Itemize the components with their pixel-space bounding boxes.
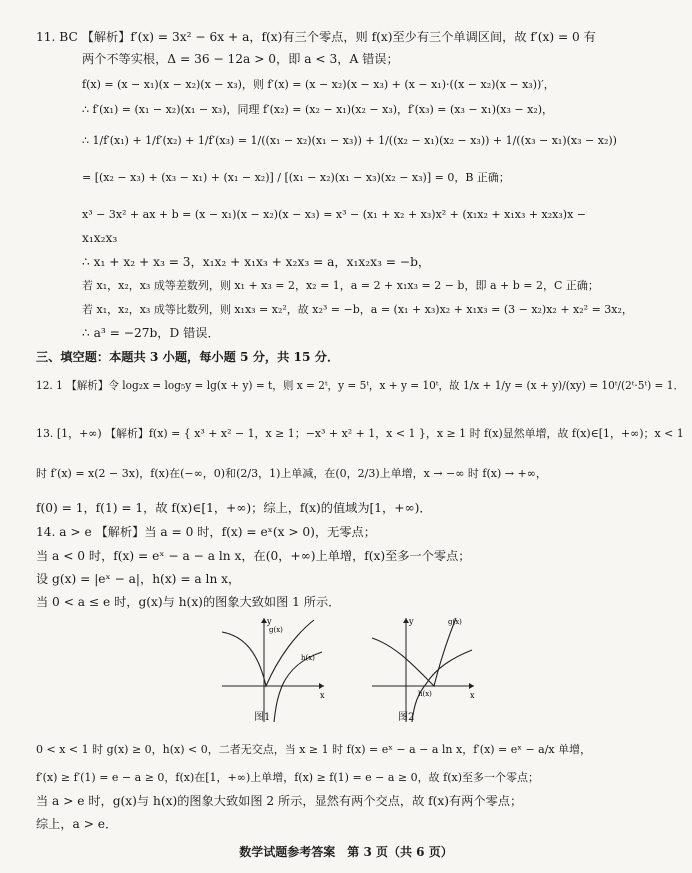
figure-2 xyxy=(368,612,478,724)
q11-line-10: 若 x₁，x₂，x₃ 成等差数列，则 x₁ + x₃ = 2，x₂ = 1，a = 2 + x₁x₃ = 2 − b，即 a + b = 2，C 正确； xyxy=(82,279,599,292)
q11-line-3: f(x) = (x − x₁)(x − x₂)(x − x₃)，则 f′(x) = (x − x₂)(x − x₃) + (x − x₁)·((x − x₂)(x − x₃))′， xyxy=(82,78,555,91)
q14-line-2: 当 a < 0 时，f(x) = eˣ − a − a ln x，在(0，+∞)上单增，f(x)至多一个零点； xyxy=(36,549,471,563)
figure-1 xyxy=(218,612,328,724)
q11-line-5: ∴ 1/f′(x₁) + 1/f′(x₂) + 1/f′(x₃) = 1/((x₁ − x₂)(x₁ − x₃)) + 1/((x₂ − x₁)(x₂ − x₃)) + 1/((x₃ − x₁)(x₃ − x₂)) xyxy=(82,134,617,147)
fig1-g-curve xyxy=(222,620,314,686)
figure-1-graph xyxy=(218,612,328,724)
fig2-g-curve xyxy=(372,618,456,686)
q11-line-6: = [(x₂ − x₃) + (x₃ − x₁) + (x₁ − x₂)] / [(x₁ − x₂)(x₁ − x₃)(x₂ − x₃)] = 0，B 正确； xyxy=(82,171,510,184)
fig1-y-label: y xyxy=(267,617,272,626)
q14-line-8: 综上，a > e． xyxy=(36,817,118,831)
fig2-g-label: g(x) xyxy=(448,618,462,626)
figures-row xyxy=(218,612,478,724)
fig2-y-label: y xyxy=(409,617,414,626)
figure-1-caption: 图1 xyxy=(254,712,271,723)
fig1-h-label: h(x) xyxy=(301,654,315,662)
figure-2-graph xyxy=(368,612,478,724)
q14-line-4: 当 0 < a ≤ e 时，g(x)与 h(x)的图象大致如图 1 所示． xyxy=(36,595,341,609)
section-heading: 三、填空题：本题共 3 小题，每小题 5 分，共 15 分． xyxy=(36,350,340,364)
q12-line-1: 12. 1 【解析】令 log₂x = log₅y = lg(x + y) = t，则 x = 2ᵗ，y = 5ᵗ，x + y = 10ᵗ，故 1/x + 1/y = (x + y)/(xy) = 10ᵗ/(2ᵗ·5ᵗ) = 1． xyxy=(36,379,685,392)
fig2-x-label: x xyxy=(470,691,475,700)
q14-line-5: 0 < x < 1 时 g(x) ≥ 0，h(x) < 0，二者无交点，当 x ≥ 1 时 f(x) = eˣ − a − a ln x，f′(x) = eˣ − a/x 单增， xyxy=(36,743,592,756)
q11-line-12: ∴ a³ = −27b，D 错误． xyxy=(82,326,220,340)
q14-line-1: 14. a > e 【解析】当 a = 0 时，f(x) = eˣ(x > 0)，无零点； xyxy=(36,525,376,539)
fig1-g-label: g(x) xyxy=(269,626,283,634)
q14-line-3: 设 g(x) = |eˣ − a|，h(x) = a ln x， xyxy=(36,572,241,586)
q11-line-9: ∴ x₁ + x₂ + x₃ = 3，x₁x₂ + x₁x₃ + x₂x₃ = a，x₁x₂x₃ = −b， xyxy=(82,255,431,269)
q11-line-2: 两个不等实根，Δ = 36 − 12a > 0，即 a < 3，A 错误； xyxy=(82,52,399,66)
q14-line-6: f′(x) ≥ f′(1) = e − a ≥ 0，f(x)在[1，+∞)上单增，f(x) ≥ f(1) = e − a ≥ 0，故 f(x)至多一个零点； xyxy=(36,771,540,784)
page-footer: 数学试题参考答案 第 3 页（共 6 页） xyxy=(239,845,453,859)
q13-line-1: 13. [1，+∞) 【解析】f(x) = { x³ + x² − 1，x ≥ 1；−x³ + x² + 1，x < 1 }，x ≥ 1 时 f(x)显然单增，故 f(x)∈[1，+∞)；x < 1 xyxy=(36,427,684,440)
fig2-h-label: h(x) xyxy=(418,690,432,698)
q11-line-1: 11. BC 【解析】f′(x) = 3x² − 6x + a，f(x)有三个零点，则 f(x)至少有三个单调区间，故 f′(x) = 0 有 xyxy=(36,30,596,44)
q11-line-4: ∴ f′(x₁) = (x₁ − x₂)(x₁ − x₃)，同理 f′(x₂) = (x₂ − x₁)(x₂ − x₃)，f′(x₃) = (x₃ − x₁)(x₃ − x₂)， xyxy=(82,103,554,116)
q11-line-7: x³ − 3x² + ax + b = (x − x₁)(x − x₂)(x − x₃) = x³ − (x₁ + x₂ + x₃)x² + (x₁x₂ + x₁x₃ + x₂x₃)x − xyxy=(82,208,586,221)
q13-line-2: 时 f′(x) = x(2 − 3x)，f(x)在(−∞，0)和(2/3，1)上单减，在(0，2/3)上单增，x → −∞ 时 f(x) → +∞， xyxy=(36,467,547,480)
q13-line-3: f(0) = 1，f(1) = 1，故 f(x)∈[1，+∞)；综上，f(x)的值域为[1，+∞)． xyxy=(36,501,432,515)
q11-line-8: x₁x₂x₃ xyxy=(82,231,118,245)
figure-2-caption: 图2 xyxy=(398,712,415,723)
fig1-h-curve xyxy=(274,652,322,722)
q14-line-7: 当 a > e 时，g(x)与 h(x)的图象大致如图 2 所示，显然有两个交点，故 f(x)有两个零点； xyxy=(36,794,523,808)
fig1-x-label: x xyxy=(320,691,325,700)
q11-line-11: 若 x₁，x₂，x₃ 成等比数列，则 x₁x₃ = x₂²，故 x₂³ = −b，a = (x₁ + x₃)x₂ + x₁x₃ = (3 − x₂)x₂ + x₂² = 3x₂， xyxy=(82,303,633,316)
